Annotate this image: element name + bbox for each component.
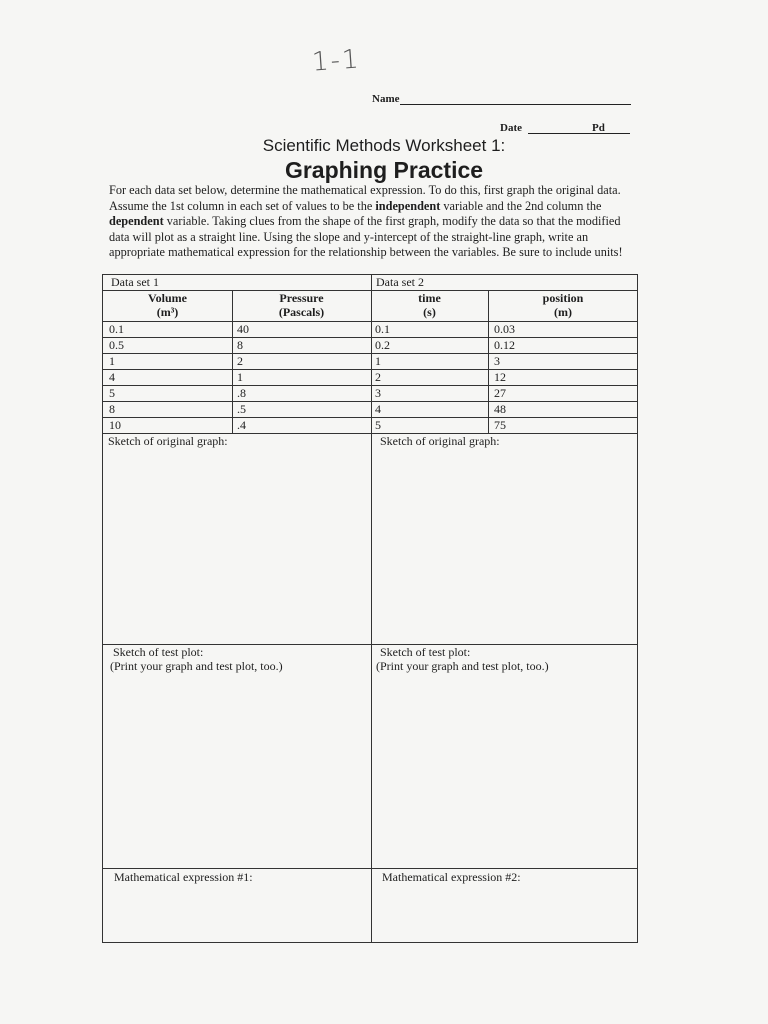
instructions-bold-1: independent	[375, 198, 441, 213]
set1-col1-header	[103, 291, 232, 319]
set1-col1-name: Volume	[148, 291, 187, 305]
instructions-part-2: variable and the 2nd column the	[440, 198, 602, 213]
set1-sketch-test-label: Sketch of test plot:	[113, 645, 204, 659]
set2-sketch-original-label: Sketch of original graph:	[380, 434, 500, 448]
set2-row1-y: 0.03	[494, 322, 515, 336]
set2-col2-name: position	[542, 291, 584, 305]
set1-expression-label: Mathematical expression #1:	[114, 870, 253, 884]
data-grid	[102, 274, 638, 943]
set1-row4-x: 4	[109, 370, 115, 384]
set2-sketch-test-label: Sketch of test plot:	[380, 645, 471, 659]
set1-row3-y: 2	[237, 354, 243, 368]
worksheet-subtitle: Scientific Methods Worksheet 1:	[262, 136, 506, 155]
period-label: Pd	[592, 122, 605, 134]
set2-row3-x: 1	[375, 354, 381, 368]
rule	[103, 868, 637, 869]
set1-row6-x: 8	[109, 402, 115, 416]
instructions-part-3: variable. Taking clues from the shape of the first graph, modify the data so that the modified data will plot as a straight line. Using the slope and y-intercept of the straight-line graph, write an appropriate mathematical expression for the relationship between the variables. Be sure to include units!	[109, 214, 623, 260]
handwritten-note: 1-1	[311, 44, 362, 78]
set2-row5-y: 27	[494, 386, 506, 400]
center-divider	[371, 275, 372, 943]
set2-sketch-test-note: (Print your graph and test plot, too.)	[376, 659, 549, 673]
set1-row1-y: 40	[237, 322, 249, 336]
set1-row5-y: .8	[237, 386, 246, 400]
set1-row2-y: 8	[237, 338, 243, 352]
set2-row7-y: 75	[494, 418, 506, 432]
set1-col2-unit: (Pascals)	[278, 305, 325, 319]
set1-col2-header	[232, 291, 371, 319]
set2-row5-x: 3	[375, 386, 381, 400]
name-label: Name	[372, 93, 400, 105]
set2-row7-x: 5	[375, 418, 381, 432]
rule	[103, 369, 637, 370]
set1-col1-unit: (m³)	[156, 305, 179, 319]
set1-row7-x: 10	[109, 418, 121, 432]
set1-row1-x: 0.1	[109, 322, 124, 336]
set2-label: Data set 2	[376, 275, 424, 289]
set1-sketch-original-label: Sketch of original graph:	[108, 434, 228, 448]
set1-row2-x: 0.5	[109, 338, 124, 352]
instructions	[109, 183, 631, 261]
set1-col2-name: Pressure	[279, 291, 324, 305]
set1-row6-y: .5	[237, 402, 246, 416]
worksheet-title: Graphing Practice	[284, 157, 484, 183]
set2-row3-y: 3	[494, 354, 500, 368]
set1-row7-y: .4	[237, 418, 246, 432]
set2-col1-unit: (s)	[423, 305, 436, 319]
set2-col2-header	[488, 291, 638, 319]
set2-row4-x: 2	[375, 370, 381, 384]
set1-sketch-test-note: (Print your graph and test plot, too.)	[110, 659, 283, 673]
set2-row6-y: 48	[494, 402, 506, 416]
set1-label: Data set 1	[111, 275, 159, 289]
set2-row2-x: 0.2	[375, 338, 390, 352]
set2-row4-y: 12	[494, 370, 506, 384]
set1-row3-x: 1	[109, 354, 115, 368]
rule	[103, 401, 637, 402]
rule	[103, 385, 637, 386]
rule	[103, 337, 637, 338]
set2-col2-unit: (m)	[554, 305, 572, 319]
set1-row5-x: 5	[109, 386, 115, 400]
date-label: Date	[500, 122, 522, 134]
rule	[103, 353, 637, 354]
instructions-part-1: For each data set below, determine the mathematical expression. To do this, first graph the original data. Assume the 1st column in each set of values to be the	[109, 183, 621, 213]
set1-row4-y: 1	[237, 370, 243, 384]
set2-expression-label: Mathematical expression #2:	[382, 870, 521, 884]
set2-row2-y: 0.12	[494, 338, 515, 352]
set2-row1-x: 0.1	[375, 322, 390, 336]
name-line	[400, 104, 631, 105]
date-line	[528, 133, 630, 134]
rule	[103, 321, 637, 322]
set2-row6-x: 4	[375, 402, 381, 416]
set2-col1-header	[371, 291, 488, 319]
set2-col1-name: time	[418, 291, 441, 305]
instructions-bold-2: dependent	[109, 214, 164, 229]
rule	[103, 417, 637, 418]
